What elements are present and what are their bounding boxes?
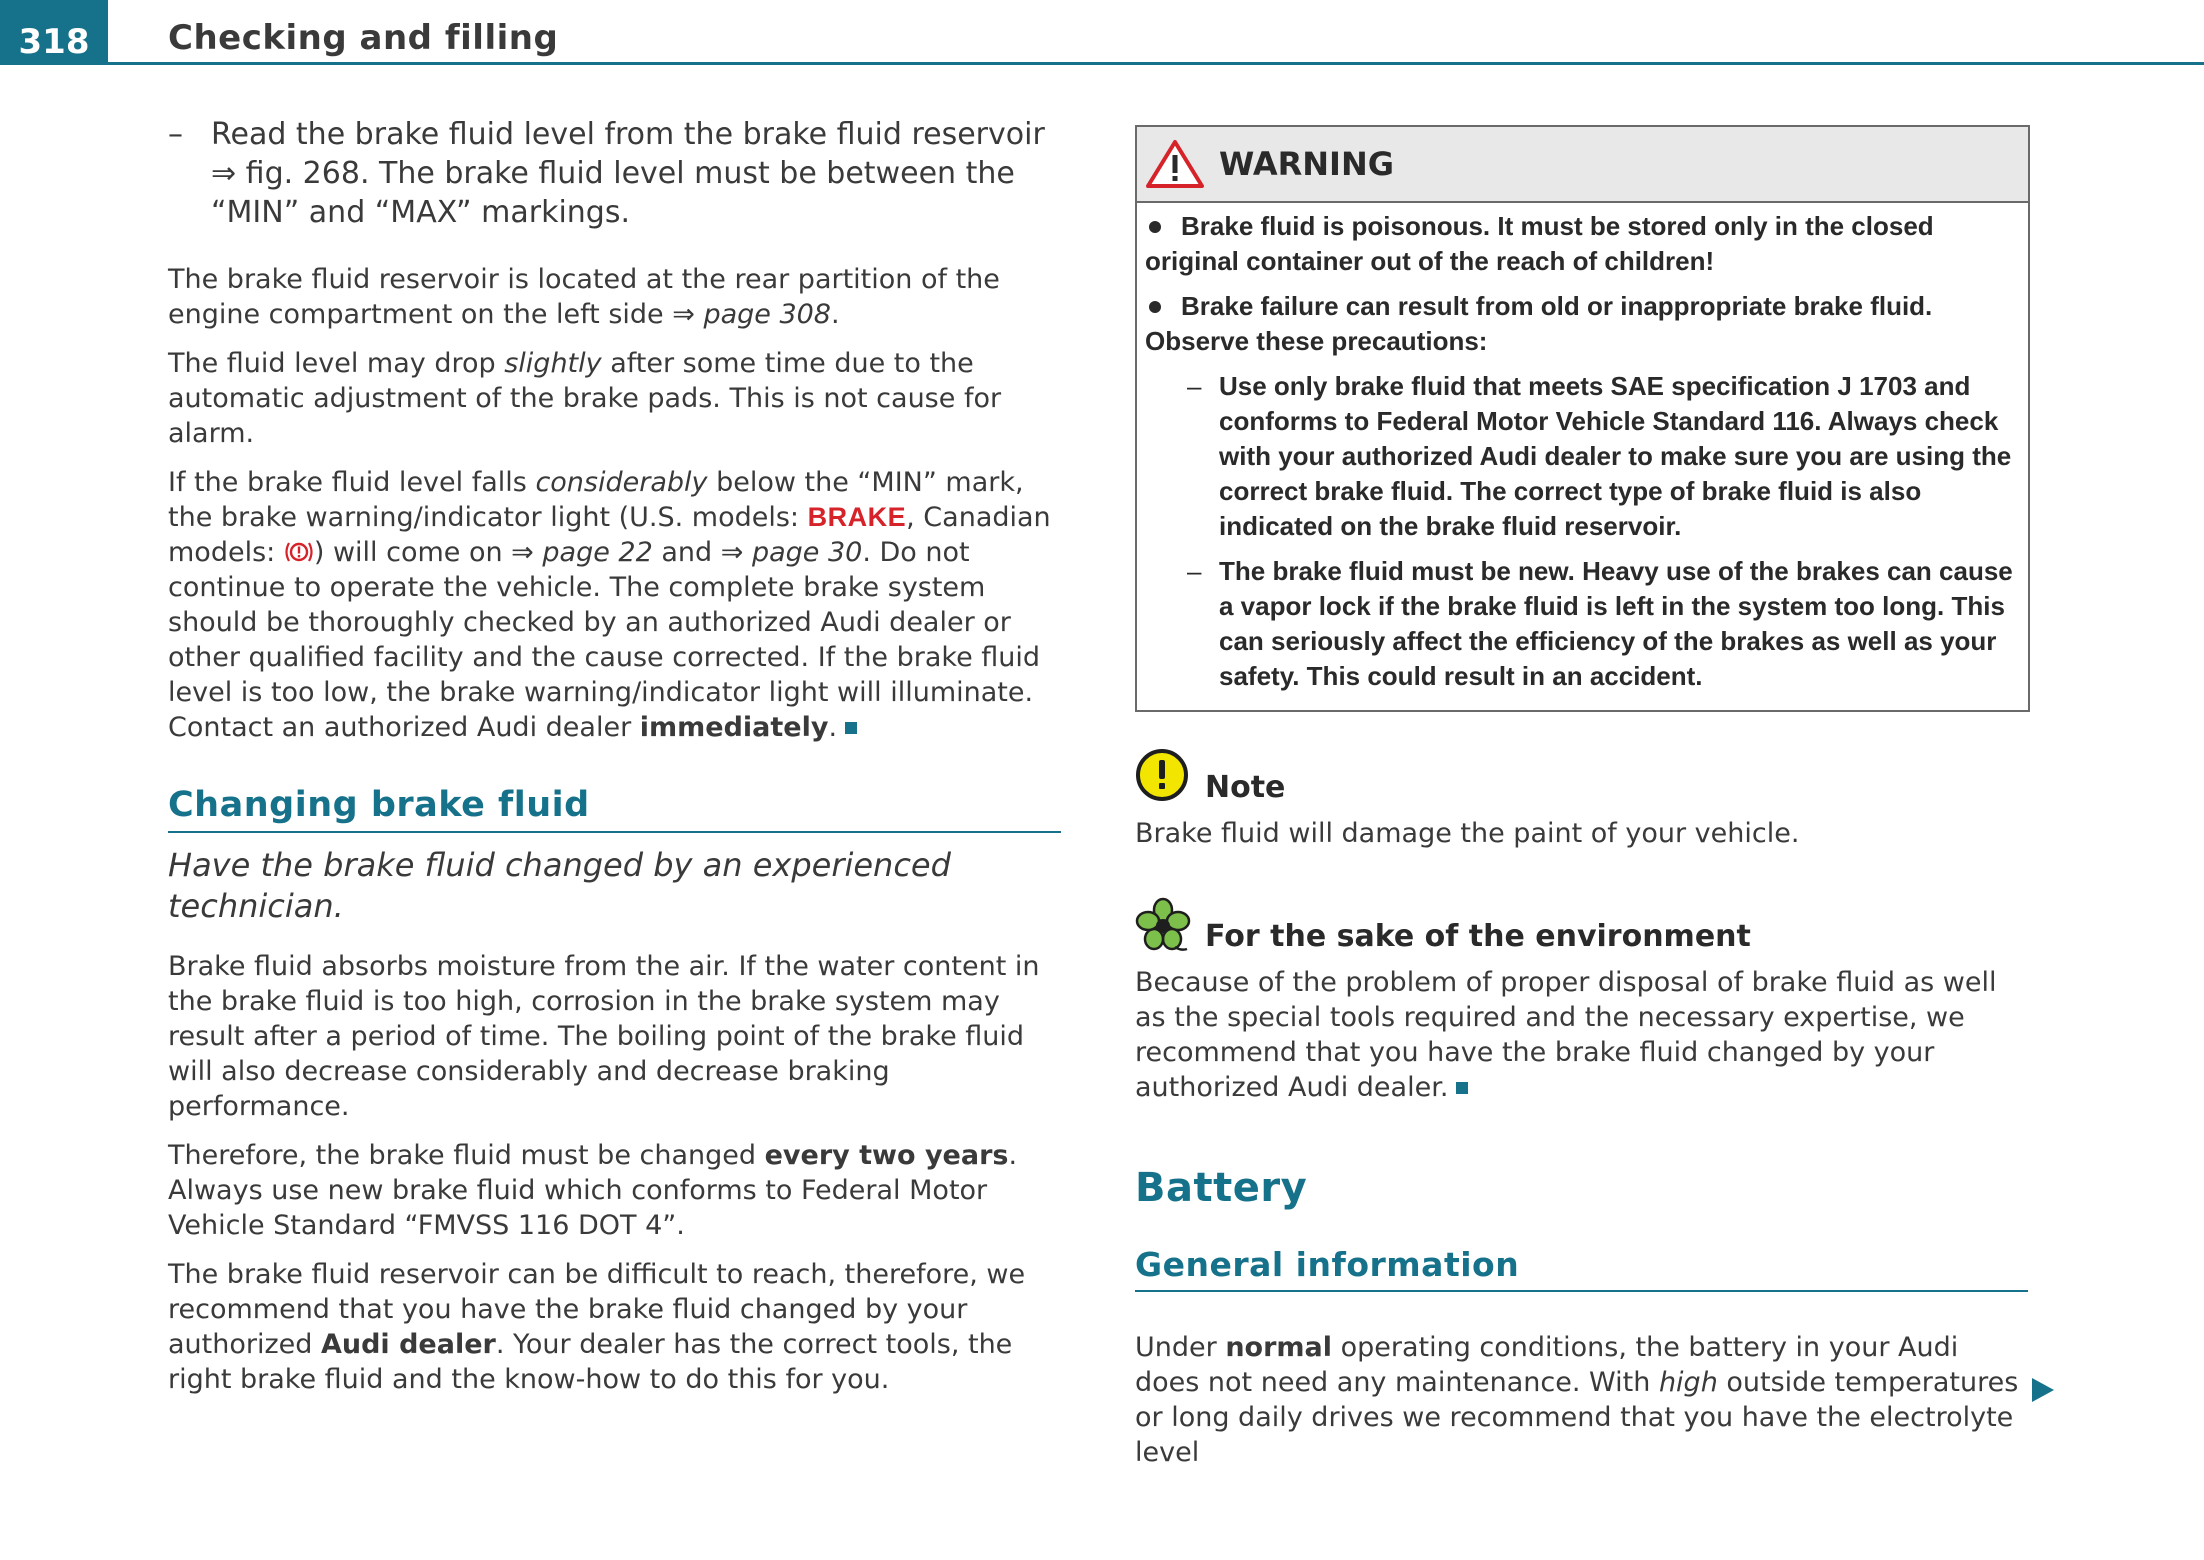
warning-title: WARNING: [1219, 145, 1394, 183]
brake-warning-circle-icon: [284, 539, 314, 565]
page-reference-link[interactable]: page 30: [751, 537, 863, 568]
text-span: . Do not continue to operate the vehicle. The complete brake system should be thoroughly checked by an authorized Audi dealer or other qualified facility and the cause corrected. If the brake fluid level is too low, the brake warning/indicator light will illuminate. Contact an authorized Audi dealer: [168, 537, 1041, 743]
warning-bullet-text: Brake fluid is poisonous. It must be stored only in the closed original container out of the reach of children!: [1145, 211, 1934, 276]
brake-warning-label: BRAKE: [807, 502, 907, 532]
section-title-changing-brake-fluid: Changing brake fluid: [168, 785, 1061, 833]
section-end-marker: [845, 722, 857, 734]
note-text: Brake fluid will damage the paint of your vehicle.: [1135, 818, 1800, 849]
strong-text: immediately: [639, 712, 829, 743]
text-span: . Your dealer has the correct tools, the right brake fluid and the know-how to do this for you.: [168, 1329, 1013, 1395]
environment-heading-row: [1135, 897, 2028, 959]
note-heading-row: [1135, 748, 2028, 810]
change-interval-paragraph: [168, 1138, 1061, 1243]
note-title: Note: [1205, 770, 1286, 805]
emphasis-text: considerably: [535, 467, 708, 498]
text-span: ) will come on ⇒: [313, 537, 543, 568]
warning-sub-text: The brake fluid must be new. Heavy use of the brakes can cause a vapor lock if the brake fluid is left in the system too long. This can seriously affect the efficiency of the brakes as well as your safety. This could result in an accident.: [1219, 556, 2013, 691]
emphasis-text: high: [1658, 1367, 1718, 1398]
dealer-paragraph: [168, 1257, 1061, 1397]
page-reference-link[interactable]: page 308: [703, 299, 831, 330]
section-title-general-information: General information: [1135, 1245, 2028, 1292]
text-span: If the brake fluid level falls: [168, 467, 536, 498]
right-column: [1135, 125, 2028, 1484]
chapter-title-battery: Battery: [1135, 1165, 1308, 1211]
strong-text: every two years: [764, 1140, 1009, 1171]
section-end-marker: [1456, 1082, 1468, 1094]
environment-title: For the sake of the environment: [1205, 919, 1751, 954]
bullet-dot: [1149, 301, 1161, 313]
text-span: The fluid level may drop: [168, 348, 505, 379]
note-exclamation-icon: [1135, 748, 1189, 802]
warning-bullet-text: Brake failure can result from old or inappropriate brake fluid. Observe these precautions:: [1145, 291, 1933, 356]
warning-header: [1137, 127, 2028, 203]
text-span: .: [828, 712, 838, 743]
text-span: The brake fluid reservoir is located at the rear partition of the engine compartment on the left side ⇒: [168, 264, 1000, 330]
text-span: operating conditions, the battery in your Audi does not need any maintenance. With: [1135, 1332, 1959, 1398]
strong-text: normal: [1225, 1332, 1333, 1363]
warning-bullet: [1145, 289, 2018, 359]
warning-body: [1137, 203, 2028, 710]
left-column: [168, 115, 1061, 1411]
sub-item-row: [1187, 554, 2018, 694]
text-span: and ⇒: [652, 537, 752, 568]
section-intro: Have the brake fluid changed by an experienced technician.: [168, 846, 951, 925]
reservoir-location-paragraph: [168, 262, 1061, 332]
sub-item-dash: –: [1187, 556, 1202, 586]
warning-sub-text: Use only brake fluid that meets SAE specification J 1703 and conforms to Federal Motor Vehicle Standard 116. Always check with your authorized Audi dealer to make sure you are using the correct brake fluid. The correct type of brake fluid is also indicated on the brake fluid reservoir.: [1219, 371, 2012, 541]
page-header-title: Checking and filling: [168, 18, 559, 58]
strong-text: Audi dealer: [320, 1329, 496, 1360]
text-span: after some time due to the automatic adjustment of the brake pads. This is not cause for alarm.: [168, 348, 1002, 449]
text-span: The brake fluid reservoir can be difficult to reach, therefore, we recommend that you have the brake fluid changed by your authorized: [168, 1259, 1026, 1360]
low-fluid-paragraph: [168, 465, 1061, 745]
text-span: , Canadian models:: [168, 502, 1051, 568]
warning-sub-item: [1145, 369, 2018, 544]
text-span: below the “MIN” mark, the brake warning/indicator light (U.S. models:: [168, 467, 1024, 533]
warning-box: [1135, 125, 2030, 712]
page-number: 318: [0, 0, 108, 64]
text-span: Therefore, the brake fluid must be changed: [168, 1140, 765, 1171]
text-span: .: [831, 299, 840, 330]
page-reference-link[interactable]: page 22: [542, 537, 653, 568]
step-text: Read the brake fluid level from the brake fluid reservoir ⇒ fig. 268. The brake fluid level must be between the “MIN” and “MAX” markings.: [211, 117, 1045, 230]
battery-paragraph: [1135, 1330, 2028, 1470]
bullet-dot: [1149, 221, 1161, 233]
fluid-drop-paragraph: [168, 346, 1061, 451]
warning-sub-item: [1145, 554, 2018, 694]
environment-flower-icon: [1135, 897, 1191, 953]
instruction-step: [168, 115, 1061, 232]
warning-triangle-icon: [1145, 139, 1205, 189]
text-span: Under: [1135, 1332, 1226, 1363]
environment-text-span: Because of the problem of proper disposal of brake fluid as well as the special tools required and the necessary expertise, we recommend that you have the brake fluid changed by your authorized Audi dealer.: [1135, 967, 1997, 1103]
sub-item-row: [1187, 369, 2018, 544]
header-divider: [0, 62, 2204, 65]
text-span: . Always use new brake fluid which conforms to Federal Motor Vehicle Standard “FMVSS 116 DOT 4”.: [168, 1140, 1018, 1241]
step-dash: –: [168, 117, 183, 152]
moisture-paragraph: Brake fluid absorbs moisture from the air. If the water content in the brake fluid is too high, corrosion in the brake system may result after a period of time. The boiling point of the brake fluid will also decrease considerably and decrease braking performance.: [168, 951, 1040, 1122]
emphasis-text: slightly: [504, 348, 602, 379]
sub-item-dash: –: [1187, 371, 1202, 401]
environment-text: [1135, 965, 2028, 1105]
text-span: outside temperatures or long daily drives we recommend that you have the electrolyte level: [1135, 1367, 2019, 1468]
warning-bullet: [1145, 209, 2018, 279]
continued-arrow-icon[interactable]: [2030, 1376, 2056, 1404]
